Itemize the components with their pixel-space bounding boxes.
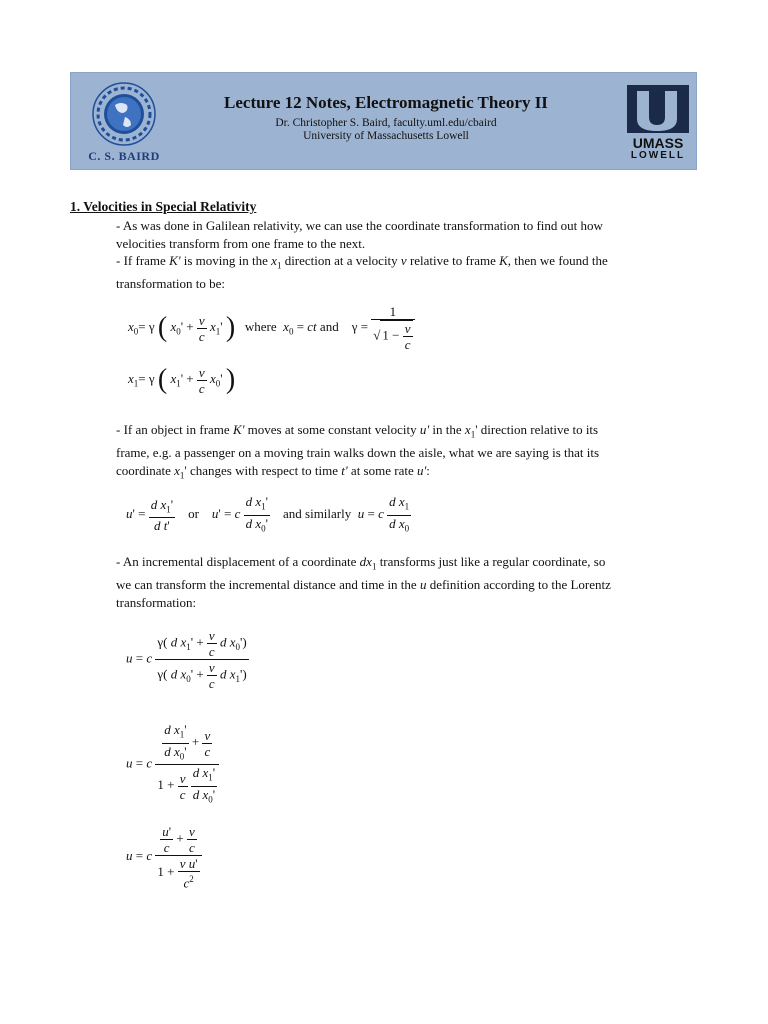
- and-label: and: [319, 318, 339, 334]
- umass-shield-icon: [627, 85, 689, 135]
- equation-velocity-addition: u = c $\frac{u'}{c}$ + $\frac{v}{c}$ 1 + $\frac{\text{v u'}}{c^2}$: [126, 824, 202, 890]
- paragraph-3: - If an object in frame K' moves at some constant velocity u' in the $x_1'$ direction relative to its frame, e.g. a passenger on a moving train walks down the aisle, what we are saying is that its coordinate $x_1'$ changes with respect to time t' at some rate u':: [116, 422, 600, 481]
- lowell-logo-text: LOWELL: [630, 150, 686, 161]
- equation-x1: $x_1= \gamma$ ( $x_1'$ + $\frac{v}{c}$ $x_0'$ ): [128, 364, 236, 396]
- document-title: Lecture 12 Notes, Electromagnetic Theory II: [224, 93, 548, 112]
- document-header: [70, 72, 697, 170]
- author-line: Dr. Christopher S. Baird, faculty.uml.edu/cbaird: [275, 117, 497, 129]
- header-text: [181, 93, 591, 142]
- equation-lorentz-velocity-1: u = c γ( d $x_1'$ + $\frac{v}{c}$ d $x_0'$) γ( d $x_0'$ + $\frac{v}{c}$ d $x_1'$): [126, 628, 247, 691]
- paragraph-4: - An incremental displacement of a coordinate $dx_1$ transforms just like a regular coordinate, so we can transform the incremental distance and time in the u definition according to the Lorentz transformation:: [116, 554, 611, 610]
- umass-logo-text: UMASS: [632, 135, 684, 151]
- or-label: or: [188, 506, 199, 522]
- paragraph-2-line-1: - If frame K' is moving in the $x_1$ direction at a velocity v relative to frame K, then we found the: [116, 253, 608, 271]
- equation-velocity-definition: u' = $\frac{d x_1'}{\text{d t'}}$ or u' = c $\frac{d x_1'}{d x_0'}$ and similarly u = c $\frac{d x_1}{d x_0}$: [126, 494, 410, 534]
- equation-x0: $x_0= \gamma$ ( $x_0'$ + $\frac{v}{c}$ $x_1'$ ) where $x_0$ = ct and γ = 1 √ 1 − $\frac{v}{c}$: [128, 304, 415, 352]
- baird-logo-text: C. S. BAIRD: [88, 149, 160, 163]
- paragraph-1-line-2: velocities transform from one frame to the next.: [116, 235, 366, 251]
- where-label: where: [244, 318, 277, 334]
- baird-logo: [85, 81, 163, 165]
- umass-lowell-logo: [627, 85, 689, 161]
- equation-lorentz-velocity-2: u = c $\frac{d x_1'}{d x_0'}$ + $\frac{v}{c}$ 1 + $\frac{v}{c}$ $\frac{d x_1'}{d x_0'}$: [126, 722, 219, 807]
- gear-globe-icon: [85, 81, 163, 151]
- and-similarly-label: and similarly: [283, 506, 352, 522]
- paragraph-1: [116, 217, 696, 293]
- affiliation-line: University of Massachusetts Lowell: [303, 130, 469, 142]
- section-heading: 1. Velocities in Special Relativity: [70, 199, 257, 214]
- paragraph-2-line-2: transformation to be:: [116, 276, 226, 292]
- paragraph-1-line-1: - As was done in Galilean relativity, we can use the coordinate transformation to find out how: [116, 218, 603, 233]
